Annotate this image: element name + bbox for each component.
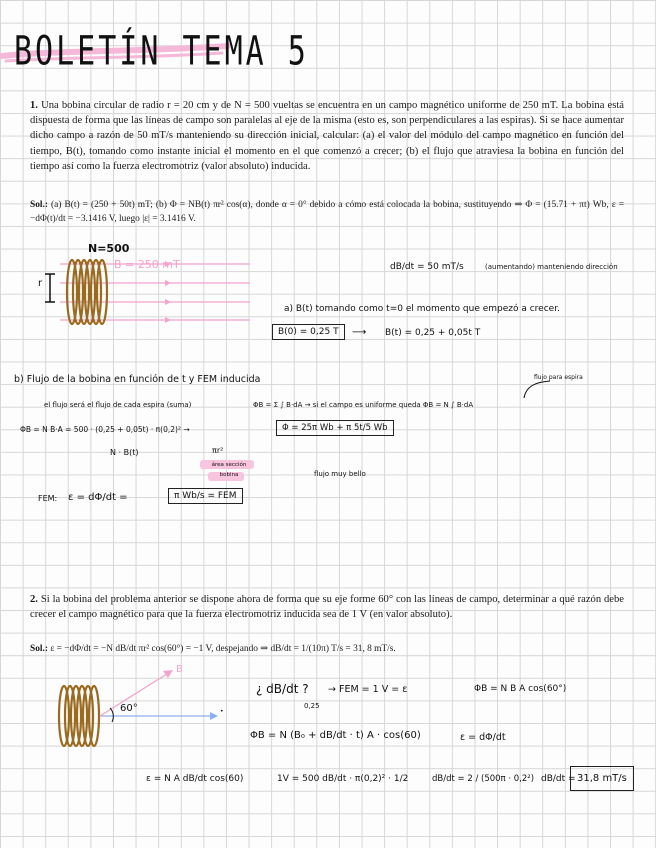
b-field-label: B = 250 mT — [114, 258, 180, 271]
coil-diagram-1 — [30, 240, 260, 340]
happy-note: flujo muy bello — [314, 470, 366, 478]
part-b-heading: b) Flujo de la bobina en función de t y FEM inducida — [14, 374, 261, 385]
problem-2-sol-text: ε = −dΦ/dt = −N dB/dt πr² cos(60°) = −1 V, despejando ⇒ dB/dt = 1/(10π) T/s = 31, 8 mT/s. — [50, 644, 396, 654]
fem-condition: → FEM = 1 V = ε — [328, 684, 408, 695]
rate-equation: dB/dt = 50 mT/s — [390, 262, 464, 272]
coil-diagram-2 — [50, 660, 250, 770]
flux-cos-equation: ΦB = N B A cos(60°) — [474, 684, 567, 694]
angle-label: 60° — [120, 703, 138, 714]
fem-label: FEM: — [38, 494, 58, 503]
flux-time-equation: ΦB = N (B₀ + dB/dt · t) A · cos(60) — [250, 730, 421, 741]
dot-marker: • — [220, 708, 224, 715]
problem-2-sol-label: Sol.: — [30, 644, 48, 654]
b-small-value: 0,25 — [304, 702, 320, 710]
bt-equation: B(t) = 0,25 + 0,05t T — [385, 328, 481, 338]
problem-1-solution — [30, 199, 624, 226]
final-lhs: dB/dt = — [541, 774, 576, 784]
rate-note: (aumentando) manteniendo dirección — [485, 263, 618, 271]
problem-1-sol-text: (a) B(t) = (250 + 50t) mT; (b) Φ = NB(t) πr² cos(α), donde α = 0° debido a cómo está colocada la bobina, sustituyendo ⇒ Φ = (15.71 + πt) Wb, ε = −dΦ(t)/dt = −3.1416 V, luego |ε| = 3.1416 V. — [30, 200, 624, 224]
page-title: BOLETÍN TEMA 5 — [14, 28, 309, 76]
problem-2-number: 2. — [30, 594, 38, 605]
part-a-note: a) B(t) tomando como t=0 el momento que empezó a crecer. — [284, 304, 560, 314]
area-label: área sección bobina — [211, 462, 247, 478]
problem-1-sol-label: Sol.: — [30, 200, 48, 210]
problem-2-statement — [30, 592, 624, 622]
flux-calc: ΦB = N B·A = 500 · (0,25 + 0,05t) · π(0,2)² → — [20, 425, 190, 434]
flux-note: el flujo será el flujo de cada espira (suma) — [44, 401, 192, 409]
question-rate: ¿ dB/dt ? — [256, 682, 309, 696]
b0-box: B(0) = 0,25 T — [272, 324, 345, 340]
flux-result-box: Φ = 25π Wb + π 5t/5 Wb — [276, 420, 394, 436]
b-vector-label: B — [176, 664, 183, 675]
pi-r2-label: πr² — [212, 446, 224, 455]
r-label: r — [38, 278, 43, 289]
b0-arrow: ⟶ — [352, 327, 367, 338]
final-result-box: 31,8 mT/s — [570, 766, 634, 791]
eps-equation: ε = N A dB/dt cos(60) — [146, 774, 244, 784]
problem-2-solution — [30, 643, 624, 657]
n-bt-label: N · B(t) — [110, 448, 139, 457]
rate-solved: dB/dt = 2 / (500π · 0,2²) — [432, 774, 535, 784]
problem-1-number: 1. — [30, 100, 38, 111]
eps-definition: ε = dΦ/dt — [460, 732, 506, 743]
fem-equation: ε = dΦ/dt = — [68, 492, 128, 503]
side-note: flujo para espira — [534, 374, 583, 381]
fem-result-box: π Wb/s = FEM — [168, 488, 243, 504]
n-label: N=500 — [88, 242, 130, 255]
problem-1-text: Una bobina circular de radio r = 20 cm y de N = 500 vueltas se encuentra en un campo magnético uniforme de 250 mT. La bobina está dispuesta de forma que las líneas de campo son paralelas al eje de la misma (esto es, son perpendiculares a las espiras). Si se hace aumentar dicho campo a razón de 50 mT/s manteniendo su dirección inicial, calcular: (a) el valor del módulo del campo magnético en función del tiempo, B(t), tomando como instante inicial el momento en el que comenzó a crecer; (b) el flujo que atraviesa la bobina en función del tiempo así como la fuerza electromotriz (valor absoluto) inducida. — [30, 100, 624, 172]
problem-2-text: Si la bobina del problema anterior se dispone ahora de forma que su eje forme 60° con las líneas de campo, determinar a qué razón debe crecer el campo magnético para que la fuerza electromotriz inducida sea de 1 V (en valor absoluto). — [30, 594, 624, 621]
side-note-arrow — [520, 378, 560, 400]
one-volt-equation: 1V = 500 dB/dt · π(0,2)² · 1/2 — [277, 774, 409, 784]
problem-1-statement — [30, 98, 624, 174]
flux-definition: ΦB = Σ ∫ B·dA → si el campo es uniforme queda ΦB = N ∫ B·dA — [253, 401, 474, 409]
